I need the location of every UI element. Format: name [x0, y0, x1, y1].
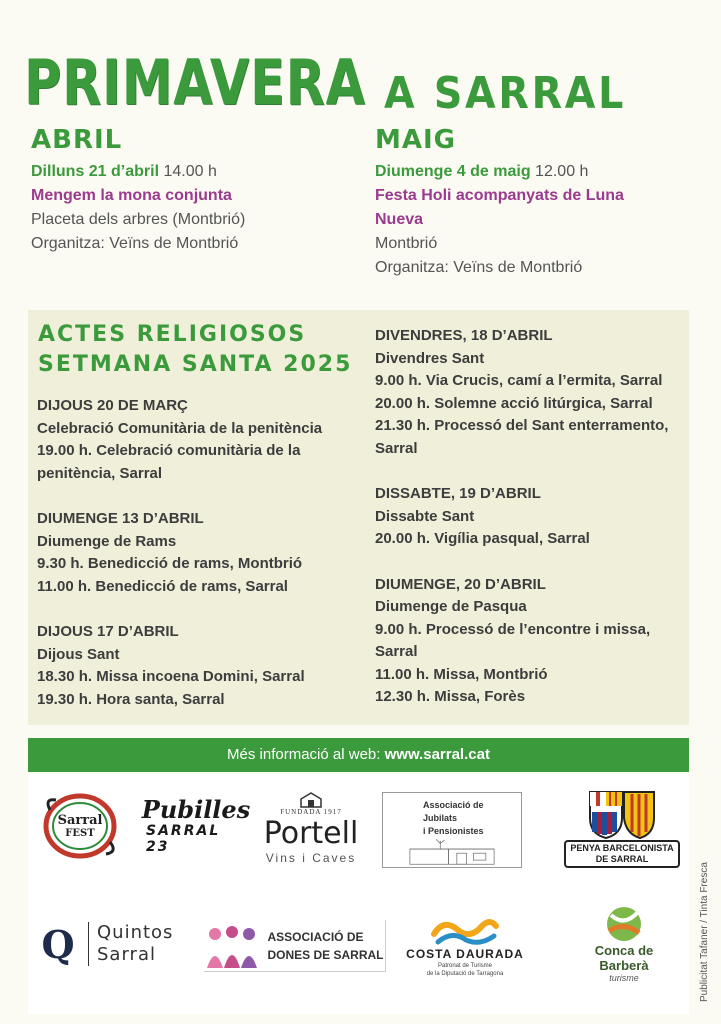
dones-line2: DONES DE SARRAL — [267, 947, 384, 962]
logo-conca-barbera — [576, 902, 672, 986]
publisher-credit — [699, 852, 719, 1002]
maig-organizer: Organitza: Veïns de Montbrió — [375, 259, 583, 276]
quintos-line2: Sarral — [97, 944, 156, 965]
quintos-q-icon: Q — [41, 921, 75, 967]
title-a-sarral: A SARRAL — [384, 68, 627, 119]
act-block — [375, 325, 685, 460]
maig-event-line1: Festa Holi acompanyats de Luna — [375, 187, 624, 204]
portell-name: Portell — [263, 815, 359, 851]
sarral-fest-line2: FEST — [65, 828, 95, 839]
act-line: 9.00 h. Via Crucis, camí a l’ermita, Sarral — [375, 372, 663, 389]
act-line: 20.00 h. Solemne acció litúrgica, Sarral — [375, 394, 653, 412]
act-heading: DISSABTE, 19 D’ABRIL — [375, 485, 541, 502]
month-maig: MAIG — [375, 125, 457, 155]
web-info-bar — [28, 738, 689, 772]
web-url-link[interactable]: www.sarral.cat — [384, 746, 490, 763]
pubilles-line2: SARRAL 23 — [146, 823, 221, 855]
act-heading: DIUMENGE 13 D’ABRIL — [37, 510, 204, 527]
jubilats-line2: i Pensionistes — [423, 826, 484, 836]
act-line: Diumenge de Pasqua — [375, 598, 527, 615]
quintos-line1: Quintos — [97, 922, 174, 943]
religious-title — [38, 320, 352, 380]
act-line: 12.30 h. Missa, Forès — [375, 688, 526, 705]
credit-text: Publicitat Tafaner / Tinta Fresca — [699, 862, 710, 1002]
costa-sub2: de la Diputació de Tarragona — [426, 971, 504, 977]
act-line: 21.30 h. Processó del Sant enterramento, — [375, 417, 669, 434]
portell-building-icon — [299, 792, 323, 808]
act-line: Dissabte Sant — [375, 507, 475, 525]
maig-date: Diumenge 4 de maig — [375, 163, 531, 180]
month-abril: ABRIL — [31, 125, 123, 155]
title-primavera: PRIMAVERA — [24, 46, 366, 119]
maig-place: Montbrió — [375, 235, 438, 252]
act-block — [375, 483, 685, 551]
religious-acts-box — [28, 310, 689, 725]
act-line: Divendres Sant — [375, 349, 485, 367]
religious-title-line1: ACTES RELIGIOSOS — [38, 322, 307, 347]
conca-line1: Conca de — [594, 942, 654, 958]
logo-jubilats — [382, 792, 522, 868]
logo-penya-barcelonista — [564, 786, 680, 870]
act-block — [37, 508, 357, 598]
abril-datetime — [31, 160, 351, 184]
act-heading: DIUMENGE, 20 D’ABRIL — [375, 575, 546, 593]
conca-barbera-emblem-icon — [597, 905, 651, 943]
logo-dones-sarral — [204, 920, 386, 972]
abril-column — [31, 124, 351, 256]
portell-top: FUNDADA 1917 — [280, 807, 342, 816]
costa-name: COSTA DAURADA — [406, 947, 524, 961]
act-block — [375, 574, 685, 709]
act-block — [37, 621, 357, 711]
act-line: 18.30 h. Missa incoena Domini, Sarral — [37, 668, 305, 685]
conca-line2: Barberà — [599, 957, 649, 973]
costa-daurada-wave-icon — [430, 916, 500, 946]
portell-sub: Vins i Caves — [265, 850, 357, 865]
act-line: Diumenge de Rams — [37, 532, 177, 550]
logo-quintos — [36, 914, 186, 974]
abril-date: Dilluns 21 d’abril — [31, 163, 160, 180]
fcb-crest-icon — [582, 788, 662, 840]
maig-column — [375, 124, 695, 280]
religious-title-line2: SETMANA SANTA 2025 — [38, 352, 353, 377]
act-heading: DIJOUS 20 DE MARÇ — [37, 397, 188, 414]
logo-portell — [256, 784, 366, 872]
conca-sub: turisme — [609, 972, 639, 983]
religious-left-column — [37, 395, 357, 711]
abril-place: Placeta dels arbres (Montbrió) — [31, 211, 246, 228]
web-label: Més informació al web: — [227, 746, 381, 763]
jubilats-line1: Associació de Jubilats — [423, 800, 484, 823]
pubilles-line1: Pubilles — [141, 795, 251, 824]
abril-organizer: Organitza: Veïns de Montbrió — [31, 235, 239, 252]
act-line: 19.00 h. Celebració comunitària de la — [37, 442, 301, 459]
act-line: Dijous Sant — [37, 645, 120, 663]
act-block — [37, 395, 357, 485]
abril-event: Mengem la mona conjunta — [31, 187, 232, 204]
maig-time: 12.00 h — [535, 163, 589, 180]
women-group-icon — [205, 922, 259, 970]
religious-right-column — [375, 325, 685, 709]
jubilats-building-icon — [383, 838, 521, 867]
act-heading: DIJOUS 17 D’ABRIL — [37, 623, 179, 640]
act-line: 19.30 h. Hora santa, Sarral — [37, 690, 225, 708]
maig-event-line2: Nueva — [375, 211, 424, 228]
act-line: 11.00 h. Benedicció de rams, Sarral — [37, 577, 288, 595]
maig-datetime — [375, 160, 695, 184]
abril-time: 14.00 h — [163, 163, 217, 180]
dones-line1: ASSOCIACIÓ DE — [267, 929, 364, 944]
act-line: 11.00 h. Missa, Montbrió — [375, 665, 548, 683]
penya-line1: PENYA BARCELONISTA — [570, 843, 674, 853]
act-line: penitència, Sarral — [37, 464, 163, 482]
logo-pubilles — [141, 795, 251, 856]
logo-costa-daurada — [400, 914, 530, 980]
act-line: 20.00 h. Vigília pasqual, Sarral — [375, 530, 590, 547]
penya-line2: DE SARRAL — [595, 854, 649, 864]
act-heading: DIVENDRES, 18 D’ABRIL — [375, 327, 553, 344]
costa-sub1: Patronat de Turisme — [437, 963, 493, 969]
act-line: Sarral — [375, 643, 418, 660]
logo-sarral-fest — [40, 790, 120, 862]
act-line: 9.30 h. Benedicció de rams, Montbrió — [37, 555, 303, 572]
act-line: 9.00 h. Processó de l’encontre i missa, — [375, 620, 651, 638]
act-line: Sarral — [375, 439, 418, 457]
sponsor-logos — [28, 774, 689, 1014]
poster-title — [24, 48, 704, 118]
sarral-fest-line1: Sarral — [57, 813, 103, 828]
act-line: Celebració Comunitària de la penitència — [37, 419, 323, 437]
